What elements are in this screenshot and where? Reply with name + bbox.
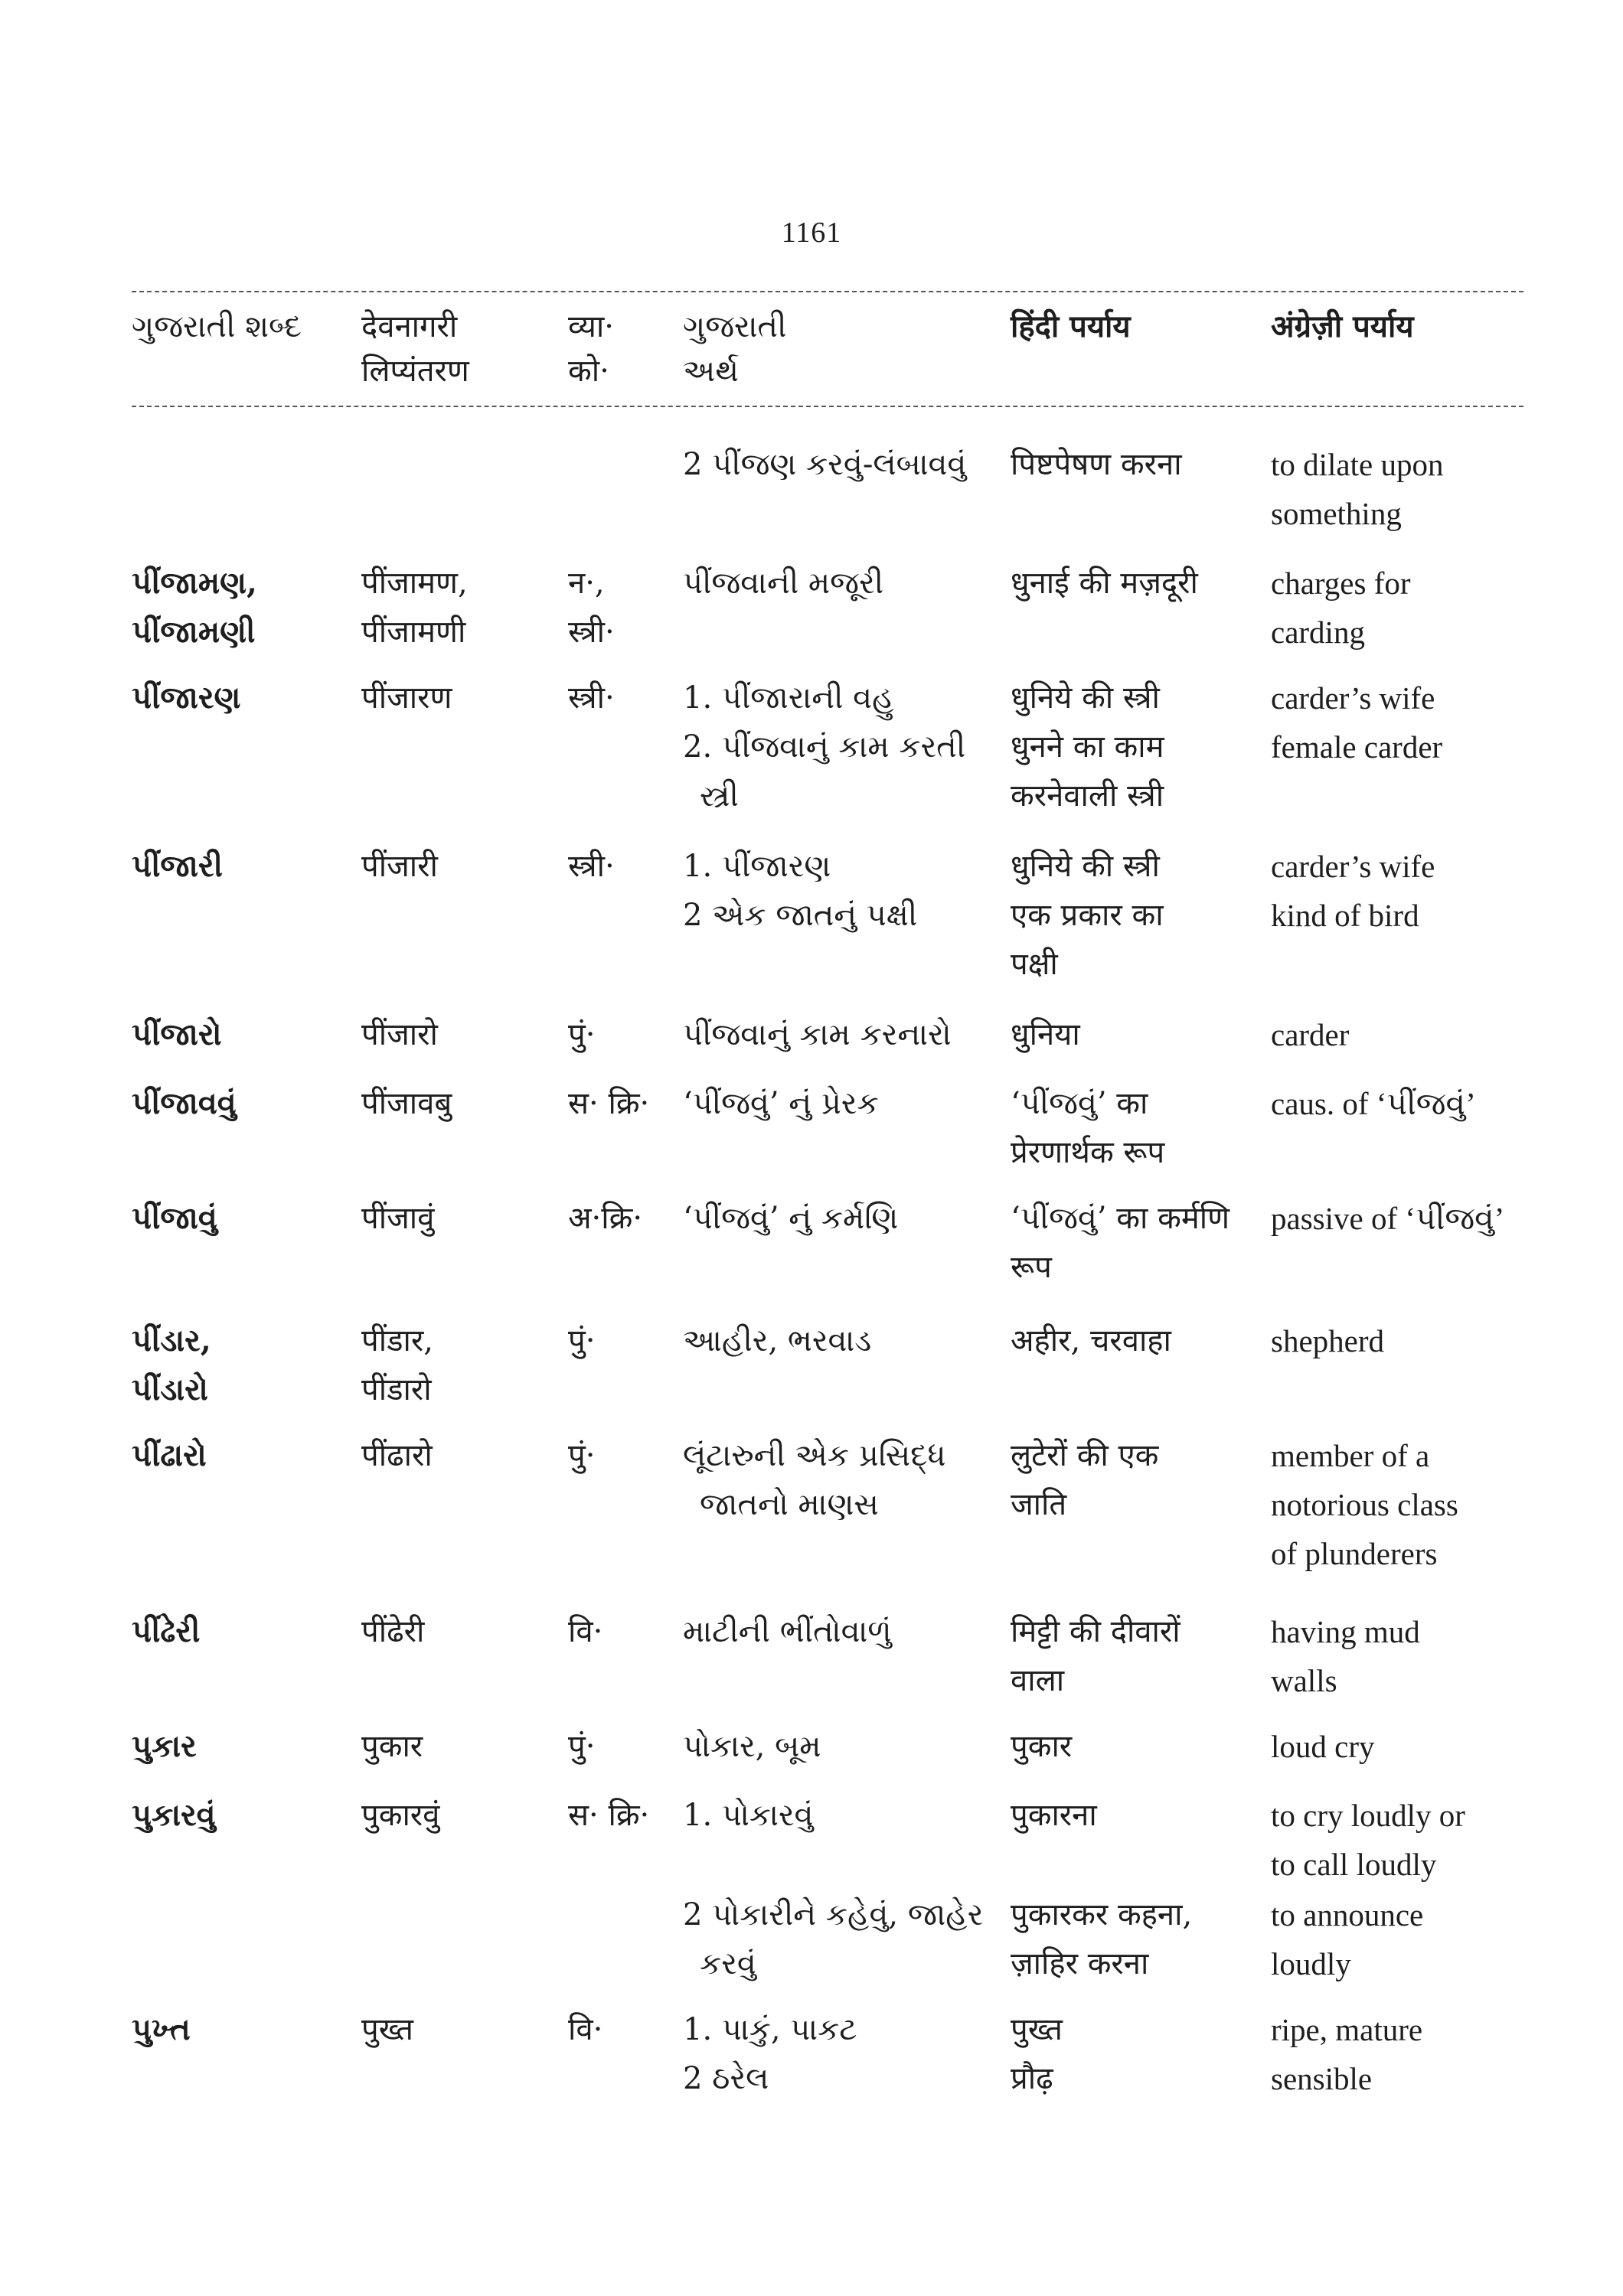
entry-english-line: to announce xyxy=(1271,1897,1424,1932)
entry-grammar-line: पुं· xyxy=(568,1017,596,1052)
entry-devanagari xyxy=(361,1431,560,1480)
entry-english-line: ripe, mature xyxy=(1271,2012,1423,2047)
header-rule-top xyxy=(132,291,1523,292)
entry-word-line: પુકારવું xyxy=(132,1797,216,1833)
entry-devanagari xyxy=(361,1079,560,1128)
entry-devanagari-line: पींजारी xyxy=(361,849,438,884)
header-grammar-line: व्या· xyxy=(568,309,614,344)
entry-grammar-line: पुं· xyxy=(568,1729,596,1764)
entry-devanagari xyxy=(361,559,560,657)
entry-devanagari xyxy=(361,842,560,891)
entry-word-line: પીંજાવવું xyxy=(132,1085,237,1121)
entry-english-line: to call loudly xyxy=(1271,1847,1437,1882)
entry-grammar xyxy=(568,1722,683,1771)
entry-word-line: પીંડારો xyxy=(132,1371,208,1407)
entry-word-line: પુકાર xyxy=(132,1728,197,1764)
entry-english-line: member of a xyxy=(1271,1438,1430,1473)
entry-english-line: of plunderers xyxy=(1271,1536,1438,1571)
entry-gujarati-meaning-line: ‘પીંજવું’ નું પ્રેરક xyxy=(683,1086,879,1121)
entry-word-line: પીંજારો xyxy=(132,1016,222,1052)
entry-devanagari-line: पींजामण, xyxy=(361,566,468,601)
entry-hindi-line: धुनिये की स्त्री xyxy=(1011,680,1160,716)
page-number: 1161 xyxy=(781,217,842,249)
entry-gujarati-meaning xyxy=(683,1316,1004,1365)
entry-gujarati-meaning xyxy=(683,1010,1004,1059)
entry-hindi xyxy=(1011,1431,1263,1529)
entry-gujarati-meaning-line: જાતનો માણસ xyxy=(700,1487,879,1522)
entry-grammar xyxy=(568,1316,683,1365)
entry-devanagari-line: पींडारो xyxy=(361,1372,432,1407)
entry-devanagari xyxy=(361,673,560,722)
entry-gujarati-meaning-line: માટીની ભીંતોવાળું xyxy=(683,1614,892,1649)
entry-english-line: loudly xyxy=(1271,1946,1351,1981)
entry-english xyxy=(1271,1079,1546,1128)
entry-hindi-line: पुकारना xyxy=(1011,1798,1097,1833)
entry-english xyxy=(1271,673,1546,771)
header-hindi: हिंदी पर्याय xyxy=(1011,308,1131,344)
entry-gujarati-meaning-line: 1. પીંજારાની વહુ xyxy=(683,680,894,716)
entry-gujarati-meaning-line: 2 એક જાતનું પક્ષી xyxy=(683,898,918,933)
entry-hindi-line: धुनिया xyxy=(1011,1017,1080,1052)
entry-grammar xyxy=(568,1791,683,1840)
entry-devanagari-line: पुकारवुं xyxy=(361,1798,440,1833)
entry-word-line: પીંજામણ, xyxy=(132,565,257,601)
header-gujarati-meaning-line: ગુજરાતી xyxy=(683,309,787,344)
header-grammar xyxy=(568,305,683,393)
entry-gujarati-meaning-line: 2 પીંજણ કરવું-લંબાવવું xyxy=(683,447,967,482)
entry-hindi xyxy=(1011,440,1263,489)
entry-english-line: female carder xyxy=(1271,729,1443,765)
entry-gujarati-meaning-line: 1. પીંજારણ xyxy=(683,849,831,884)
entry-devanagari xyxy=(361,1607,560,1656)
entry-gujarati-meaning-line: 2 પોકારીને કહેવું, જાહેર xyxy=(683,1897,984,1932)
entry-devanagari-line: पींढेरी xyxy=(361,1614,425,1649)
entry-devanagari-line: पींडार, xyxy=(361,1323,433,1358)
entry-gujarati-meaning-line: કરવું xyxy=(700,1946,756,1981)
entry-gujarati-meaning-line: 1. પોકારવું xyxy=(683,1798,814,1833)
entry-english-line: charges for xyxy=(1271,566,1411,601)
entry-english-line: carder’s wife xyxy=(1271,849,1435,884)
entry-english xyxy=(1271,559,1546,657)
entry-devanagari-line: पींजावुं xyxy=(361,1201,435,1236)
entry-hindi-line: अहीर, चरवाहा xyxy=(1011,1323,1171,1358)
entry-devanagari xyxy=(361,1316,560,1414)
entry-hindi xyxy=(1011,1607,1263,1705)
header-grammar-line: को· xyxy=(568,354,609,389)
entry-grammar xyxy=(568,2005,683,2054)
entry-gujarati-meaning xyxy=(683,842,1004,940)
entry-english xyxy=(1271,1431,1546,1578)
entry-english xyxy=(1271,1722,1546,1771)
entry-english-line: to dilate upon xyxy=(1271,447,1444,482)
header-rule-bottom xyxy=(132,406,1523,407)
entry-gujarati-meaning-line: ‘પીંજવું’ નું કર્મણિ xyxy=(683,1201,899,1236)
entry-hindi xyxy=(1011,1079,1263,1177)
entry-english-line: caus. of ‘પીંજવું’ xyxy=(1271,1086,1476,1121)
entry-english xyxy=(1271,1010,1546,1059)
entry-grammar xyxy=(568,1431,683,1480)
entry-devanagari xyxy=(361,1722,560,1771)
entry-gujarati-meaning-line: પોકાર, બૂમ xyxy=(683,1729,821,1764)
entry-hindi-line: ज़ाहिर करना xyxy=(1011,1946,1149,1981)
entry-grammar-line: पुं· xyxy=(568,1323,596,1358)
header-gujarati-meaning-line: અર્થ xyxy=(683,354,739,389)
entry-grammar xyxy=(568,1607,683,1656)
entry-hindi-line: धुनाई की मज़दूरी xyxy=(1011,566,1198,601)
entry-gujarati-meaning-line: લૂંટારુની એક પ્રસિદ્ધ xyxy=(683,1438,946,1473)
entry-english-line: loud cry xyxy=(1271,1729,1375,1764)
entry-hindi xyxy=(1011,559,1263,608)
entry-devanagari-line: पींढारो xyxy=(361,1438,433,1473)
header-devanagari-line: देवनागरी xyxy=(361,309,458,344)
entry-grammar xyxy=(568,559,683,657)
entry-english-line: carding xyxy=(1271,615,1365,650)
header-devanagari-line: लिप्यंतरण xyxy=(361,354,469,389)
entry-english xyxy=(1271,1890,1546,1988)
entry-hindi-line: मिट्टी की दीवारों xyxy=(1011,1614,1181,1649)
entry-gujarati-meaning xyxy=(683,673,1004,820)
entry-word-line: પીંડાર, xyxy=(132,1322,211,1358)
entry-gujarati-meaning-line: પીંજવાની મજૂરી xyxy=(683,566,884,601)
entry-english xyxy=(1271,842,1546,940)
entry-devanagari-line: पींजावबु xyxy=(361,1086,452,1121)
entry-word xyxy=(132,559,361,657)
entry-devanagari-line: पुख्त xyxy=(361,2012,413,2047)
entry-english xyxy=(1271,1194,1546,1243)
entry-hindi xyxy=(1011,673,1263,820)
entry-devanagari xyxy=(361,1194,560,1243)
entry-grammar-line: स· क्रि· xyxy=(568,1086,650,1121)
entry-hindi xyxy=(1011,1890,1263,1988)
entry-english-line: carder’s wife xyxy=(1271,680,1435,716)
entry-hindi-line: ‘પીંજવું’ का xyxy=(1011,1086,1148,1121)
entry-english-line: shepherd xyxy=(1271,1323,1385,1358)
entry-hindi-line: पक्षी xyxy=(1011,947,1058,982)
entry-hindi-line: पिष्टपेषण करना xyxy=(1011,447,1182,482)
entry-gujarati-meaning xyxy=(683,1079,1004,1128)
entry-english-line: having mud xyxy=(1271,1614,1420,1649)
entry-english-line: passive of ‘પીંજવું’ xyxy=(1271,1201,1505,1236)
entry-english-line: carder xyxy=(1271,1017,1350,1052)
entry-gujarati-meaning xyxy=(683,1431,1004,1529)
entry-hindi-line: ‘પીંજવું’ का कर्मणि xyxy=(1011,1201,1230,1236)
entry-word xyxy=(132,2005,361,2054)
entry-grammar-line: वि· xyxy=(568,2012,603,2047)
entry-word xyxy=(132,1010,361,1059)
entry-gujarati-meaning xyxy=(683,1194,1004,1243)
header-gujarati-word: ગુજરાતી શબ્દ xyxy=(132,309,302,344)
entry-hindi xyxy=(1011,842,1263,989)
entry-word xyxy=(132,1607,361,1656)
entry-english xyxy=(1271,1316,1546,1365)
entry-hindi-line: करनेवाली स्त्री xyxy=(1011,778,1164,814)
entry-hindi xyxy=(1011,2005,1263,2103)
entry-english-line: sensible xyxy=(1271,2061,1373,2096)
entry-hindi-line: रूप xyxy=(1011,1250,1052,1285)
entry-word xyxy=(132,1194,361,1243)
entry-devanagari-line: पींजामणी xyxy=(361,615,466,650)
entry-gujarati-meaning-line: 2. પીંજવાનું કામ કરતી xyxy=(683,729,966,765)
entry-word-line: પુખ્ત xyxy=(132,2011,191,2047)
entry-gujarati-meaning-line: પીંજવાનું કામ કરનારો xyxy=(683,1017,952,1052)
entry-devanagari-line: पींजारो xyxy=(361,1017,438,1052)
entry-gujarati-meaning xyxy=(683,1607,1004,1656)
entry-hindi-line: धुनिये की स्त्री xyxy=(1011,849,1160,884)
entry-gujarati-meaning-line: 2 ઠરેલ xyxy=(683,2061,769,2096)
entry-word-line: પીંજારી xyxy=(132,848,223,884)
entry-word-line: પીંજારણ xyxy=(132,680,241,716)
entry-devanagari xyxy=(361,1010,560,1059)
entry-gujarati-meaning xyxy=(683,1791,1004,1840)
entry-word xyxy=(132,1316,361,1414)
entry-word xyxy=(132,1791,361,1840)
entry-word xyxy=(132,842,361,891)
entry-hindi-line: प्रौढ़ xyxy=(1011,2061,1053,2096)
entry-devanagari xyxy=(361,1791,560,1840)
entry-english-line: something xyxy=(1271,496,1402,531)
entry-grammar xyxy=(568,1194,683,1243)
entry-english-line: notorious class xyxy=(1271,1487,1458,1522)
entry-devanagari xyxy=(361,2005,560,2054)
entry-english-line: to cry loudly or xyxy=(1271,1798,1465,1833)
entry-english-line: walls xyxy=(1271,1663,1337,1698)
entry-grammar-line: स· क्रि· xyxy=(568,1798,650,1833)
entry-devanagari-line: पींजारण xyxy=(361,680,452,716)
entry-gujarati-meaning-line: આહીર, ભરવાડ xyxy=(683,1323,872,1358)
entry-hindi xyxy=(1011,1194,1263,1292)
entry-hindi-line: वाला xyxy=(1011,1663,1065,1698)
entry-gujarati-meaning xyxy=(683,1890,1004,1988)
entry-grammar-line: स्त्री· xyxy=(568,680,615,716)
entry-hindi-line: प्रेरणार्थक रूप xyxy=(1011,1135,1165,1170)
entry-grammar-line: अ·क्रि· xyxy=(568,1201,643,1236)
entry-gujarati-meaning-line: સ્ત્રી xyxy=(700,778,739,814)
entry-word xyxy=(132,1431,361,1480)
entry-word xyxy=(132,1079,361,1128)
entry-hindi-line: पुकार xyxy=(1011,1729,1073,1764)
entry-word xyxy=(132,1722,361,1771)
entry-english xyxy=(1271,440,1546,538)
entry-hindi-line: लुटेरों की एक xyxy=(1011,1438,1159,1473)
entry-word-line: પીંઢારો xyxy=(132,1437,207,1473)
entry-hindi-line: धुनने का काम xyxy=(1011,729,1164,765)
entry-word xyxy=(132,673,361,722)
entry-gujarati-meaning-line: 1. પાકું, પાકટ xyxy=(683,2012,857,2047)
entry-word-line: પીંઢેરી xyxy=(132,1613,201,1649)
entry-grammar xyxy=(568,1010,683,1059)
entry-english-line: kind of bird xyxy=(1271,898,1419,933)
entry-hindi-line: पुकारकर कहना, xyxy=(1011,1897,1193,1932)
entry-word-line: પીંજામણી xyxy=(132,614,256,650)
entry-gujarati-meaning xyxy=(683,559,1004,608)
entry-grammar xyxy=(568,1079,683,1128)
entry-grammar xyxy=(568,673,683,722)
entry-gujarati-meaning xyxy=(683,2005,1004,2103)
entry-grammar-line: स्त्री· xyxy=(568,615,615,650)
entry-grammar-line: न·, xyxy=(568,566,605,601)
entry-hindi xyxy=(1011,1010,1263,1059)
entry-hindi-line: एक प्रकार का xyxy=(1011,898,1164,933)
entry-gujarati-meaning xyxy=(683,440,1004,489)
entry-grammar-line: वि· xyxy=(568,1614,603,1649)
entry-english xyxy=(1271,1791,1546,1889)
header-english: अंग्रेज़ी पर्याय xyxy=(1271,308,1414,344)
entry-devanagari-line: पुकार xyxy=(361,1729,423,1764)
header-gujarati-meaning xyxy=(683,305,1004,393)
entry-grammar-line: पुं· xyxy=(568,1438,596,1473)
entry-hindi-line: पुख्त xyxy=(1011,2012,1063,2047)
entry-english xyxy=(1271,1607,1546,1705)
entry-hindi xyxy=(1011,1791,1263,1840)
entry-hindi xyxy=(1011,1316,1263,1365)
entry-hindi-line: जाति xyxy=(1011,1487,1067,1522)
entry-gujarati-meaning xyxy=(683,1722,1004,1771)
header-devanagari xyxy=(361,305,560,393)
entry-english xyxy=(1271,2005,1546,2103)
entry-grammar-line: स्त्री· xyxy=(568,849,615,884)
entry-word-line: પીંજાવું xyxy=(132,1200,217,1236)
entry-grammar xyxy=(568,842,683,891)
entry-hindi xyxy=(1011,1722,1263,1771)
